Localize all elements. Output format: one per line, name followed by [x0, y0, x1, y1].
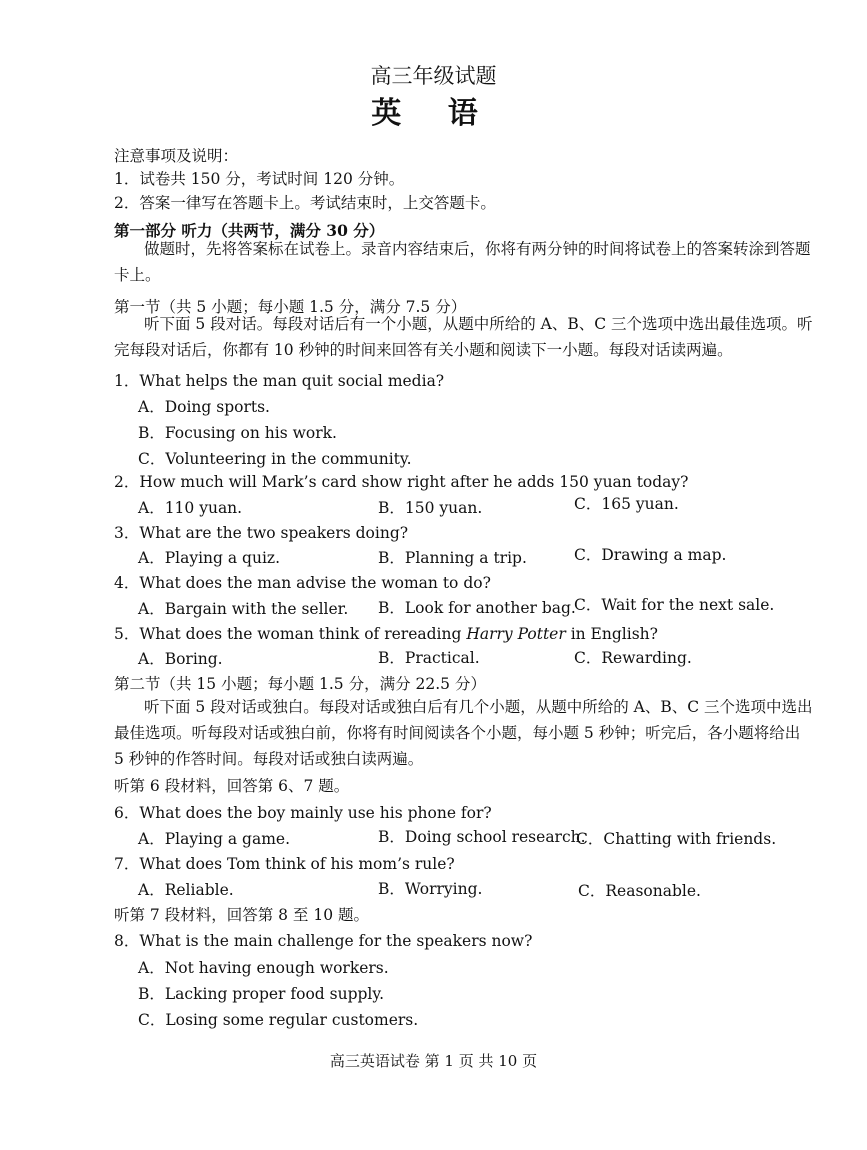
q8-option-c: C．Losing some regular customers. [138, 1011, 419, 1029]
q1-option-c: C．Volunteering in the community. [138, 450, 412, 468]
q7-option-a: A．Reliable. [138, 881, 234, 899]
q8-option-b: B．Lacking proper food supply. [138, 985, 384, 1003]
q5-option-c: C．Rewarding. [574, 649, 692, 667]
notes-heading: 注意事项及说明： [114, 147, 239, 165]
q2-option-b: B．150 yuan. [378, 499, 483, 517]
q1-option-b: B．Focusing on his work. [138, 424, 337, 442]
q7-option-c: C．Reasonable. [578, 882, 701, 900]
q4-option-c: C．Wait for the next sale. [574, 596, 775, 614]
q3-option-c: C．Drawing a map. [574, 546, 727, 564]
section2-instruction: 听下面 5 段对话或独白。每段对话或独白后有几个小题，从题中所给的 A、B、C 三个选项中选出最佳选项。听每段对话或独白前，你将有时间阅读各个小题，每小题 5 秒钟；听完后，各小题将给出 5 秒钟的作答时间。每段对话或独白读两遍。 [114, 698, 813, 768]
material-7-note: 听第 7 段材料，回答第 8 至 10 题。 [114, 906, 370, 924]
q8-option-a: A．Not having enough workers. [138, 959, 389, 977]
part1-heading: 第一部分 听力（共两节，满分 30 分） [114, 221, 385, 240]
question-3: 3．What are the two speakers doing? [114, 524, 409, 542]
question-7: 7．What does Tom think of his mom’s rule? [114, 855, 455, 873]
exam-subtitle: 高三年级试题 [370, 64, 497, 88]
q5-option-b: B．Practical. [378, 649, 480, 667]
section1-instruction: 听下面 5 段对话。每段对话后有一个小题，从题中所给的 A、B、C 三个选项中选出最佳选项。听完每段对话后，你都有 10 秒钟的时间来回答有关小题和阅读下一小题。每段对话读两遍。 [114, 315, 813, 359]
q5-text-before: 5．What does the woman think of rereading [114, 625, 467, 643]
question-6: 6．What does the boy mainly use his phone for? [114, 804, 492, 822]
q2-option-a: A．110 yuan. [138, 499, 243, 517]
q1-option-a: A．Doing sports. [138, 398, 270, 416]
q2-option-c: C．165 yuan. [574, 495, 679, 513]
q6-option-c: C．Chatting with friends. [576, 830, 777, 848]
q6-option-a: A．Playing a game. [138, 830, 290, 848]
part1-instruction: 做题时，先将答案标在试卷上。录音内容结束后，你将有两分钟的时间将试卷上的答案转涂到答题卡上。 [114, 240, 811, 284]
question-4: 4．What does the man advise the woman to do? [114, 574, 491, 592]
exam-title: 英 语 [371, 96, 496, 131]
q3-option-b: B．Planning a trip. [378, 549, 527, 567]
q7-option-b: B．Worrying. [378, 880, 483, 898]
section2-heading: 第二节（共 15 小题；每小题 1.5 分，满分 22.5 分） [114, 675, 486, 693]
q6-option-b: B．Doing school research. [378, 828, 586, 846]
q5-text-after: in English? [565, 625, 658, 643]
page-footer: 高三英语试卷 第 1 页 共 10 页 [329, 1052, 538, 1070]
section1-heading: 第一节（共 5 小题；每小题 1.5 分，满分 7.5 分） [114, 298, 467, 316]
question-1: 1．What helps the man quit social media? [114, 372, 445, 390]
q4-option-b: B．Look for another bag. [378, 599, 576, 617]
question-5 [114, 624, 658, 644]
q3-option-a: A．Playing a quiz. [138, 549, 280, 567]
question-2: 2．How much will Mark’s card show right after he adds 150 yuan today? [114, 473, 689, 491]
material-6-note: 听第 6 段材料，回答第 6、7 题。 [114, 777, 350, 795]
q5-option-a: A．Boring. [138, 650, 223, 668]
q5-book-title: Harry Potter [466, 625, 566, 643]
note-item-2: 2．答案一律写在答题卡上。考试结束时，上交答题卡。 [114, 194, 496, 212]
question-8: 8．What is the main challenge for the speakers now? [114, 932, 533, 950]
note-item-1: 1．试卷共 150 分，考试时间 120 分钟。 [114, 170, 405, 188]
q4-option-a: A．Bargain with the seller. [138, 600, 349, 618]
